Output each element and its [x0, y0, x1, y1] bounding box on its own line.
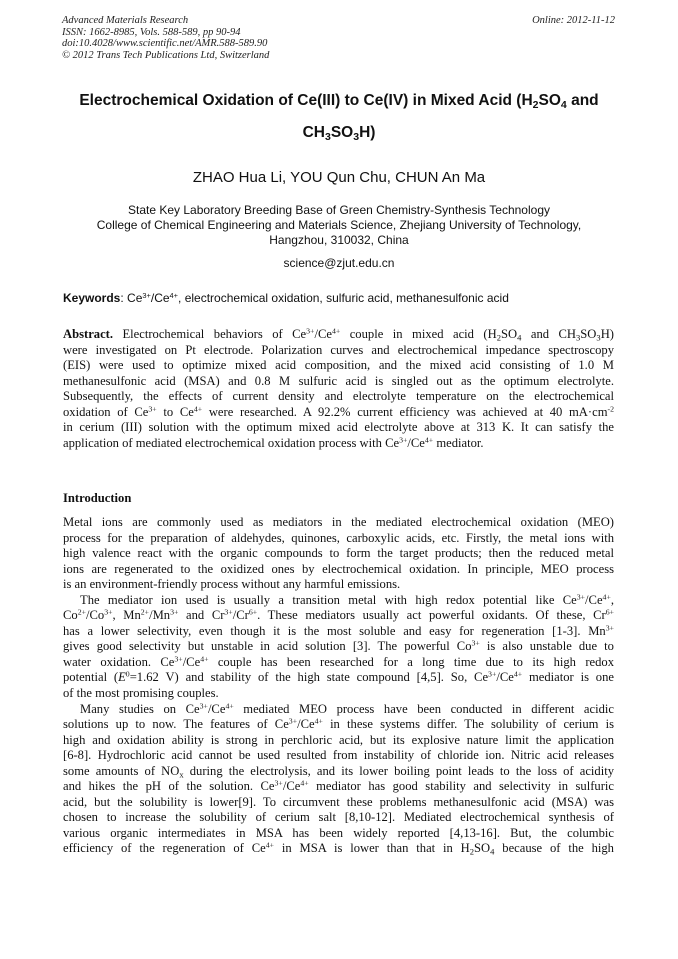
intro-line: solutions up to now. The features of $Ce^{3+}/Ce^{4+}$ in these systems differ. The solubility of cerium is [63, 716, 614, 732]
authors: ZHAO Hua Li, YOU Qun Chu, CHUN An Ma [192, 169, 486, 186]
abstract-line: methanesulfonic acid (MSA) and 0.8 M sulfuric acid is singled out as the optimum electrolyte. [63, 373, 614, 388]
intro-line: is an environment-friendly process without any harmful emissions. [63, 577, 401, 592]
paper-title-line1: Electrochemical Oxidation of Ce(III) to Ce(IV) in Mixed Acid ($H_2SO_4$ and [79, 92, 599, 112]
doi: doi:10.4028/www.scientific.net/AMR.588-589.90 [62, 38, 268, 49]
abstract-label: Abstract. [63, 327, 114, 341]
intro-line: some amounts of $NO_x$ during the electrolysis, and its lower boiling point leads to the loss of acidity [63, 763, 614, 780]
copyright: © 2012 Trans Tech Publications Ltd, Switzerland [62, 49, 270, 61]
abstract-line: in cerium (III) solution with the optimum mixed acid electrolyte above at 313 K. It can satisfy the [63, 420, 614, 435]
intro-line: of the most promising couples. [63, 686, 219, 701]
keywords-label: Keywords [63, 291, 121, 305]
intro-line: Metal ions are commonly used as mediators in the mediated electrochemical oxidation (MEO) [63, 515, 614, 529]
intro-line: and hikes the pH of the solution. $Ce^{3+}/Ce^{4+}$ mediator has good stability and selectivity in sulfuric [63, 779, 615, 794]
keywords: Keywords: $Ce^{3+}/Ce^{4+}$, electrochemical oxidation, sulfuric acid, methanesulfonic acid [63, 290, 509, 305]
intro-line: various organic intermediates in MSA has been widely reported [4,13-16]. But, the columbic [63, 825, 614, 840]
online-date: Online: 2012-11-12 [532, 15, 615, 26]
intro-line: ions are regenerated to the oxidized ones by electrochemical oxidation. In principle, MEO process [63, 561, 614, 576]
intro-line: water oxidation. $Ce^{3+}/Ce^{4+}$ couple has been researched for a long time due to its high redox [63, 654, 614, 669]
abstract-line: were investigated on Pt electrode. Polarization curves and electrochemical impedance spectroscopy [63, 342, 614, 357]
intro-line: potential ($E^0=1.62$ V) and stability of the high state compound [4,5]. So, $Ce^{3+}/Ce^{4+}$ mediator is one [63, 670, 614, 685]
journal-name: Advanced Materials Research [62, 15, 189, 26]
abstract-line: (EIS) were used to optimize mixed acid composition, and the mixed acid consisting of 1.0 M [63, 358, 614, 373]
affiliation-line2: College of Chemical Engineering and Materials Science, Zhejiang University of Technology, [96, 218, 582, 232]
intro-line: efficiency of the regeneration of $Ce^{4+}$ in MSA is lower than that in $H_2SO_4$ because of the high [63, 841, 614, 858]
section-heading-introduction: Introduction [63, 491, 132, 505]
author-email: science@zjut.edu.cn [283, 256, 395, 270]
affiliation-line3: Hangzhou, 310032, China [269, 233, 409, 247]
introduction-body [63, 515, 614, 857]
abstract-line: oxidation of $Ce^{3+}$ to $Ce^{4+}$ were researched. A 92.2% current efficiency was achieved at 40 $mA\cdot cm^{-2}$ [63, 404, 614, 419]
journal-meta [62, 15, 269, 61]
abstract-line: Subsequently, the effects of current density and electrolyte temperature on the electrochemical [63, 389, 614, 404]
intro-line: high valence react with the organic compounds to form the target products; then the reduced metal [63, 546, 614, 561]
abstract [63, 327, 614, 451]
abstract-line: Abstract. Electrochemical behaviors of $Ce^{3+}/Ce^{4+}$ couple in mixed acid ($H_2SO_4$ and $CH_3SO_3H$) [63, 326, 614, 343]
issn: ISSN: 1662-8985, Vols. 588-589, pp 90-94 [62, 26, 241, 38]
intro-line: high and oxidation ability is strong in perchloric acid, but its explosive nature limit the application [63, 732, 614, 747]
intro-line: [6-8]. Hydrochloric acid cannot be used resulted from instability of chloride ion. Nitric acid releases [63, 748, 614, 763]
affiliation-line1: State Key Laboratory Breeding Base of Green Chemistry-Synthesis Technology [127, 203, 550, 217]
intro-line: gives good selectivity but unstable in acid solution [3]. The powerful $Co^{3+}$ is also unstable due to [63, 639, 614, 654]
intro-line: process for the preparation of aldehydes, quinones, carboxylic acids, etc. Firstly, the metal ions with [63, 530, 614, 545]
intro-line: $Co^{2+}/Co^{3+}$, $Mn^{2+}/Mn^{3+}$ and $Cr^{3+}/Cr^{6+}$. These mediators usually act powerful oxidants. Of these, $Cr^{6+}$ [63, 608, 614, 623]
intro-line: Many studies on $Ce^{3+}/Ce^{4+}$ mediated MEO process have been conducted in different acidic [80, 701, 614, 716]
intro-line: The mediator ion used is usually a transition metal with high redox potential like $Ce^{3+}/Ce^{4+}$, [80, 592, 614, 607]
abstract-line: application of mediated electrochemical oxidation process with $Ce^{3+}/Ce^{4+}$ mediator. [63, 435, 484, 450]
intro-line: has a lower selectivity, even though it is the most soluble and easy for regeneration [1-3]. $Mn^{3+}$ [63, 623, 614, 638]
intro-line: chosen to increase the solubility of cerium salt [8,10-12]. Mediated electrochemical synthesis of [63, 810, 614, 825]
intro-line: acid, but the solubility is lower[9]. To circumvent these problems methanesulfonic acid (MSA) was [63, 794, 614, 809]
paper-title-line2: $CH_3SO_3H$) [302, 124, 376, 144]
